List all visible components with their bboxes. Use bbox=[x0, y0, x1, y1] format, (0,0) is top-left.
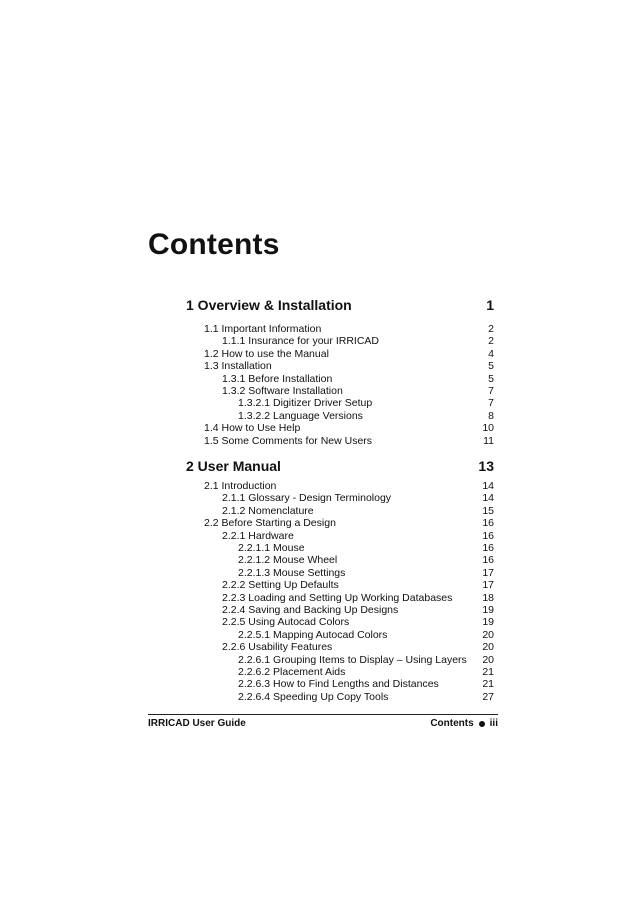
toc-entry-label: 2.2 Before Starting a Design bbox=[204, 517, 336, 530]
toc-entry[interactable] bbox=[222, 641, 494, 653]
toc-entry[interactable] bbox=[238, 629, 494, 641]
toc-entry-label: 1.3.2.1 Digitizer Driver Setup bbox=[238, 397, 373, 410]
toc-entry-label: 2.2.4 Saving and Backing Up Designs bbox=[222, 604, 399, 616]
toc-entry-page: 27 bbox=[482, 690, 494, 703]
toc-entry[interactable] bbox=[222, 530, 494, 542]
footer-page-number: iii bbox=[489, 718, 498, 729]
toc-entry-label: 1.5 Some Comments for New Users bbox=[204, 434, 373, 447]
toc-entry[interactable] bbox=[238, 678, 494, 690]
toc-entry-label: 2.1.2 Nomenclature bbox=[222, 504, 314, 517]
toc-entry-page: 2 bbox=[488, 323, 494, 335]
toc-entry-page: 15 bbox=[482, 504, 494, 517]
toc-entry-label: 1.1 Important Information bbox=[204, 323, 322, 335]
toc-entry[interactable] bbox=[238, 567, 494, 579]
toc-entry[interactable] bbox=[222, 505, 494, 517]
toc-entry-page: 10 bbox=[482, 422, 494, 435]
chapter-title: 2 User Manual bbox=[186, 458, 281, 474]
footer-page-info bbox=[430, 718, 498, 729]
toc-entry[interactable] bbox=[238, 691, 494, 703]
chapter-heading[interactable] bbox=[186, 458, 494, 474]
chapter-page-number: 1 bbox=[486, 297, 494, 313]
toc-entry[interactable] bbox=[222, 616, 494, 628]
toc-entry-page: 16 bbox=[482, 542, 494, 554]
toc-entry[interactable] bbox=[238, 666, 494, 678]
toc-entry-label: 1.3.2 Software Installation bbox=[222, 385, 343, 397]
toc-entry[interactable] bbox=[222, 579, 494, 591]
toc-entry-page: 16 bbox=[482, 517, 494, 530]
page-title: Contents bbox=[148, 228, 280, 261]
toc-entry[interactable] bbox=[238, 397, 494, 409]
toc-entry-page: 5 bbox=[488, 372, 494, 385]
toc-entry-label: 1.3.2.2 Language Versions bbox=[238, 409, 363, 422]
footer-divider bbox=[148, 714, 498, 715]
toc-entry-label: 2.2.6.4 Speeding Up Copy Tools bbox=[238, 690, 389, 703]
toc-entry-label: 2.2.1 Hardware bbox=[222, 529, 294, 542]
chapter-page-number: 13 bbox=[478, 458, 494, 474]
footer-section-name: Contents bbox=[430, 718, 474, 729]
toc-entry-label: 2.2.3 Loading and Setting Up Working Databases bbox=[222, 591, 453, 604]
toc-entry-page: 7 bbox=[488, 385, 494, 397]
toc-entry[interactable] bbox=[238, 410, 494, 422]
toc-entry-label: 1.4 How to Use Help bbox=[204, 422, 301, 435]
toc-entry[interactable] bbox=[238, 542, 494, 554]
toc-entry-page: 8 bbox=[488, 409, 494, 422]
toc-entry-label: 2.2.2 Setting Up Defaults bbox=[222, 579, 339, 592]
toc-entry-page: 17 bbox=[482, 579, 494, 592]
toc-entry-label: 2.2.1.3 Mouse Settings bbox=[238, 566, 346, 579]
toc-entry-label: 2.1.1 Glossary - Design Terminology bbox=[222, 492, 392, 505]
toc-entry-label: 2.2.6.2 Placement Aids bbox=[238, 666, 346, 678]
chapter-title: 1 Overview & Installation bbox=[186, 297, 352, 313]
toc-entry-page: 16 bbox=[482, 529, 494, 542]
toc-entry[interactable] bbox=[222, 592, 494, 604]
toc-entry-page: 16 bbox=[482, 554, 494, 567]
toc-entry-page: 19 bbox=[482, 616, 494, 629]
toc-entry-label: 2.2.1.1 Mouse bbox=[238, 542, 305, 554]
toc-entry-label: 2.2.6.3 How to Find Lengths and Distances bbox=[238, 678, 439, 691]
toc-entry[interactable] bbox=[204, 360, 494, 372]
toc-entry[interactable] bbox=[204, 422, 494, 434]
toc-entry-page: 21 bbox=[482, 678, 494, 691]
toc-entry-page: 5 bbox=[488, 360, 494, 373]
toc-entry-page: 14 bbox=[482, 492, 494, 505]
toc-entry-label: 1.1.1 Insurance for your IRRICAD bbox=[222, 335, 379, 348]
toc-entry-label: 2.2.5 Using Autocad Colors bbox=[222, 616, 350, 629]
toc-entry-page: 18 bbox=[482, 591, 494, 604]
toc-entry-label: 2.2.1.2 Mouse Wheel bbox=[238, 554, 338, 567]
toc-entry-page: 17 bbox=[482, 566, 494, 579]
toc-entry-page: 4 bbox=[488, 347, 494, 360]
toc-entry-page: 21 bbox=[482, 666, 494, 678]
toc-entry-label: 1.2 How to use the Manual bbox=[204, 347, 329, 360]
toc-entry[interactable] bbox=[204, 480, 494, 492]
toc-entry[interactable] bbox=[222, 335, 494, 347]
toc-entry-label: 2.1 Introduction bbox=[204, 480, 277, 492]
toc-entry-page: 19 bbox=[482, 604, 494, 616]
toc-entry-label: 1.3.1 Before Installation bbox=[222, 372, 333, 385]
toc-entry-page: 14 bbox=[482, 480, 494, 492]
chapter-heading[interactable] bbox=[186, 297, 494, 313]
toc-entry-page: 7 bbox=[488, 397, 494, 410]
toc-entry[interactable] bbox=[204, 323, 494, 335]
toc-entry[interactable] bbox=[238, 554, 494, 566]
toc-entry[interactable] bbox=[204, 435, 494, 447]
page-footer bbox=[148, 718, 498, 729]
toc-entry[interactable] bbox=[222, 604, 494, 616]
toc-entry-page: 20 bbox=[482, 641, 494, 654]
toc-entry[interactable] bbox=[222, 385, 494, 397]
footer-document-title: IRRICAD User Guide bbox=[148, 718, 246, 729]
toc-entry-page: 11 bbox=[483, 434, 494, 447]
toc-entry[interactable] bbox=[222, 373, 494, 385]
bullet-icon bbox=[479, 721, 485, 727]
toc-entry-label: 2.2.6 Usability Features bbox=[222, 641, 333, 654]
toc-entry-label: 2.2.5.1 Mapping Autocad Colors bbox=[238, 628, 388, 641]
toc-entry[interactable] bbox=[204, 517, 494, 529]
toc-entry[interactable] bbox=[204, 348, 494, 360]
toc-entry[interactable] bbox=[238, 654, 494, 666]
toc-entry-page: 20 bbox=[482, 653, 494, 666]
toc-entry[interactable] bbox=[222, 492, 494, 504]
toc-entry-label: 1.3 Installation bbox=[204, 360, 272, 373]
toc-entry-label: 2.2.6.1 Grouping Items to Display – Using Layers bbox=[238, 653, 467, 666]
toc-entry-page: 20 bbox=[482, 628, 494, 641]
toc-entry-page: 2 bbox=[488, 335, 494, 348]
